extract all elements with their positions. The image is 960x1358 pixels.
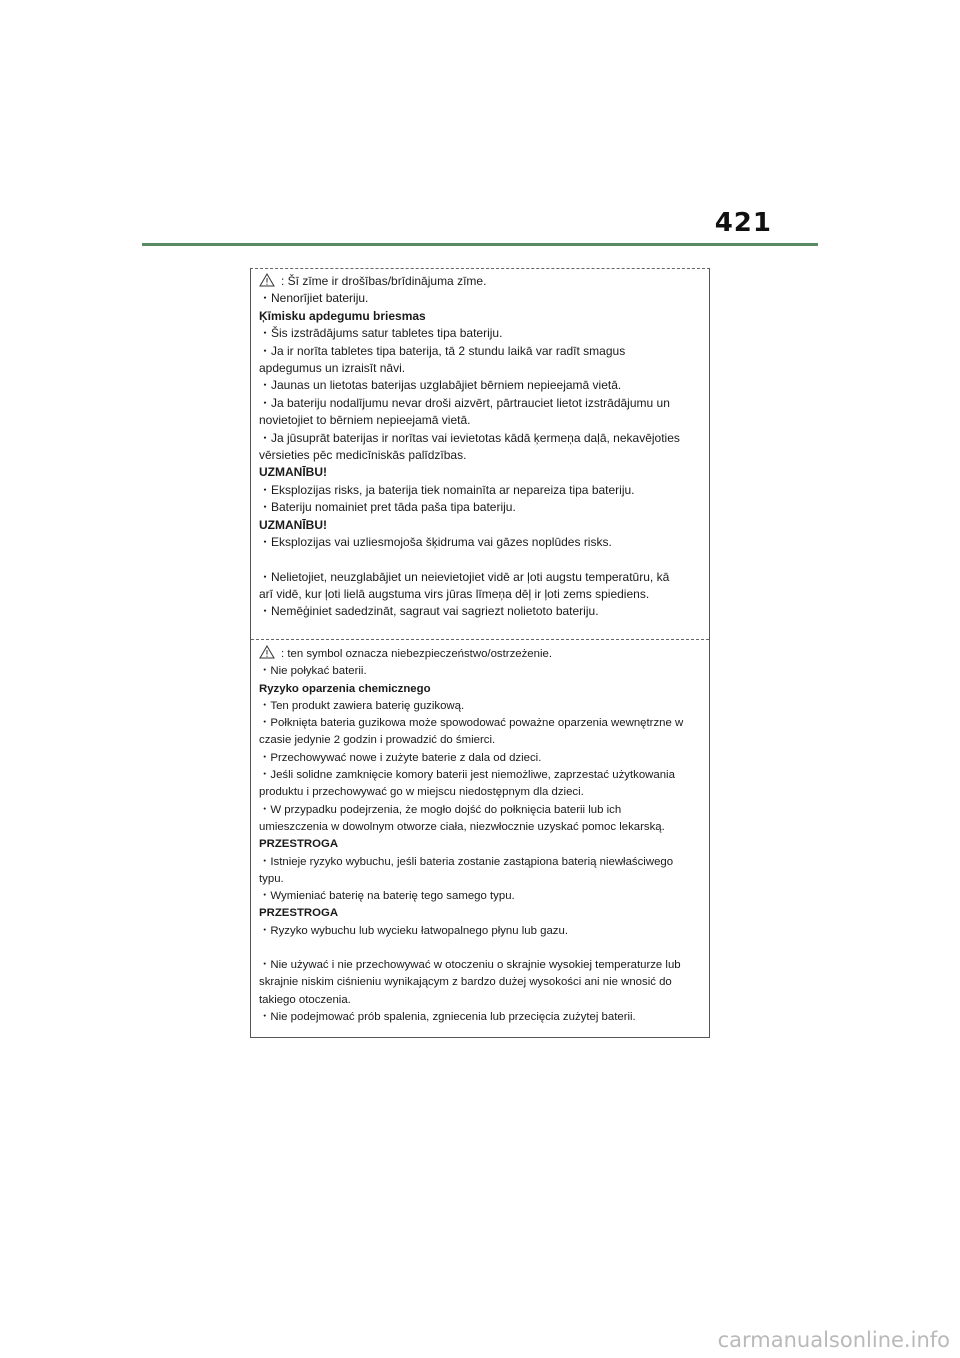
section-heading: PRZESTROGA [259, 838, 339, 851]
text-line: produktu i przechowywać go w miejscu niedostępnym dla dzieci. [259, 786, 584, 799]
section-heading: UZMANĪBU! [259, 465, 327, 480]
text-line: ・Ja jūsuprāt baterijas ir norītas vai ievietotas kādā ķermeņa daļā, nekavējoties [259, 430, 680, 445]
text-line: ・Nie podejmować prób spalenia, zgniecenia lub przecięcia zużytej baterii. [259, 1010, 636, 1023]
text-line: typu. [259, 872, 284, 885]
text-line: arī vidē, kur ļoti lielā augstuma virs jūras līmeņa dēļ ir ļoti zems spiediens. [259, 586, 650, 601]
text-line: ・Nie używać i nie przechowywać w otoczeniu o skrajnie wysokiej temperaturze lub [259, 959, 681, 972]
text-line: ・Jeśli solidne zamknięcie komory baterii jest niemożliwe, zaprzestać użytkowania [259, 769, 675, 782]
text-line: ・Nemēģiniet sadedzināt, sagraut vai sagriezt nolietoto bateriju. [259, 604, 599, 619]
text-line: ・Jaunas un lietotas baterijas uzglabājiet bērniem nepieejamā vietā. [259, 378, 622, 393]
text-line: vērsieties pēc medicīniskās palīdzības. [259, 448, 467, 463]
latvian-lines [259, 290, 703, 620]
polish-lines [259, 663, 703, 1026]
polish-section [259, 645, 703, 1026]
text-line: ・Ryzyko wybuchu lub wycieku łatwopalnego płynu lub gazu. [259, 924, 568, 937]
text-line: ・Eksplozijas vai uzliesmojoša šķidruma vai gāzes noplūdes risks. [259, 535, 612, 550]
warning-triangle-icon [259, 273, 275, 287]
battery-warning-label [250, 268, 710, 1038]
latvian-section [259, 273, 703, 621]
text-line: ・Istnieje ryzyko wybuchu, jeśli bateria zostanie zastąpiona baterią niewłaściwego [259, 855, 674, 868]
latvian-symbol-line [259, 273, 703, 290]
header-rule [142, 243, 818, 246]
section-heading: PRZESTROGA [259, 907, 339, 920]
text-line: ・Ten produkt zawiera baterię guzikową. [259, 699, 465, 712]
section-heading: Ryzyko oparzenia chemicznego [259, 682, 431, 695]
text-line: ・Šis izstrādājums satur tabletes tipa bateriju. [259, 326, 503, 341]
latvian-symbol-text: : Šī zīme ir drošības/brīdinājuma zīme. [281, 274, 487, 288]
polish-symbol-line [259, 645, 703, 663]
section-heading: Ķīmisku apdegumu briesmas [259, 308, 426, 323]
text-line: ・Połknięta bateria guzikowa może spowodować poważne oparzenia wewnętrzne w [259, 717, 684, 730]
text-line: novietojiet to bērniem nepieejamā vietā. [259, 413, 471, 428]
text-line: ・Ja ir norīta tabletes tipa baterija, tā 2 stundu laikā var radīt smagus [259, 343, 626, 358]
text-line: czasie jedynie 2 godzin i prowadzić do śmierci. [259, 734, 496, 747]
text-line: ・Przechowywać nowe i zużyte baterie z dala od dzieci. [259, 751, 542, 764]
text-line: ・Nenorījiet bateriju. [259, 291, 369, 306]
text-line: ・Nelietojiet, neuzglabājiet un neievietojiet vidē ar ļoti augstu temperatūru, kā [259, 569, 670, 584]
text-line: ・Wymieniać baterię na baterię tego samego typu. [259, 890, 515, 903]
text-line: ・Eksplozijas risks, ja baterija tiek nomainīta ar nepareiza tipa bateriju. [259, 482, 635, 497]
text-line: ・Bateriju nomainiet pret tāda paša tipa bateriju. [259, 500, 516, 515]
text-line: ・Nie połykać baterii. [259, 665, 367, 678]
polish-symbol-text: : ten symbol oznacza niebezpieczeństwo/ostrzeżenie. [281, 648, 552, 660]
text-line: takiego otoczenia. [259, 993, 351, 1006]
text-line: skrajnie niskim ciśnieniu wynikającym z bardzo dużej wysokości ani nie wnosić do [259, 976, 672, 989]
section-divider [251, 639, 709, 640]
text-line: umieszczenia w dowolnym otworze ciała, niezwłocznie uzyskać pomoc lekarską. [259, 820, 665, 833]
text-line: ・W przypadku podejrzenia, że mogło dojść do połknięcia baterii lub ich [259, 803, 622, 816]
warning-triangle-icon [259, 645, 275, 659]
page-number: 421 [714, 208, 772, 238]
text-line: apdegumus un izraisīt nāvi. [259, 361, 406, 376]
watermark: carmanualsonline.info [717, 1328, 950, 1352]
section-heading: UZMANĪBU! [259, 517, 327, 532]
text-line: ・Ja bateriju nodalījumu nevar droši aizvērt, pārtrauciet lietot izstrādājumu un [259, 395, 670, 410]
